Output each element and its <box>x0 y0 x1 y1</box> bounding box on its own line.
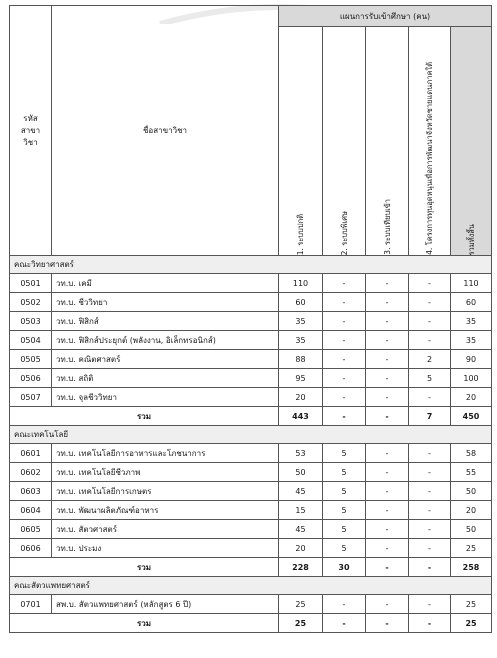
total-value: 228 <box>279 558 323 577</box>
table-row <box>10 539 492 558</box>
southern-project-column-header: 4. โครงการทุนอุดหนุนเพื่อการพัฒนาจังหวัดชายแดนภาคใต้ <box>409 27 451 256</box>
program-code: 0506 <box>10 369 52 388</box>
program-name: วท.บ. เทคโนโลยีชีวภาพ <box>52 463 279 482</box>
value-cell: 58 <box>451 444 492 463</box>
value-cell: - <box>366 312 409 331</box>
admission-plan-table <box>9 5 492 633</box>
total-value: - <box>409 558 451 577</box>
program-name: วท.บ. สัตวศาสตร์ <box>52 520 279 539</box>
plan-group-header: แผนการรับเข้าศึกษา (คน) <box>279 6 492 27</box>
name-column-header: ชื่อสาขาวิชา <box>52 6 279 256</box>
value-cell: 20 <box>279 539 323 558</box>
program-code: 0605 <box>10 520 52 539</box>
total-value: 25 <box>279 614 323 633</box>
value-cell: - <box>409 444 451 463</box>
program-code: 0507 <box>10 388 52 407</box>
value-cell: 60 <box>279 293 323 312</box>
table-row <box>10 312 492 331</box>
value-cell: - <box>409 482 451 501</box>
total-label: รวม <box>10 614 279 633</box>
table-row <box>10 293 492 312</box>
value-cell: - <box>409 520 451 539</box>
value-cell: 35 <box>279 312 323 331</box>
value-cell: 50 <box>451 482 492 501</box>
total-value: 25 <box>451 614 492 633</box>
value-cell: 5 <box>323 444 366 463</box>
faculty-total-row <box>10 614 492 633</box>
faculty-header-row <box>10 577 492 595</box>
value-cell: - <box>366 463 409 482</box>
value-cell: 100 <box>451 369 492 388</box>
total-value: - <box>323 614 366 633</box>
value-cell: - <box>366 331 409 350</box>
grand-total-column-header: รวมทั้งสิ้น <box>451 27 492 256</box>
value-cell: 45 <box>279 482 323 501</box>
program-code: 0504 <box>10 331 52 350</box>
value-cell: - <box>323 331 366 350</box>
table-row <box>10 274 492 293</box>
value-cell: 25 <box>279 595 323 614</box>
value-cell: - <box>366 539 409 558</box>
value-cell: - <box>366 482 409 501</box>
program-name: วท.บ. จุลชีววิทยา <box>52 388 279 407</box>
table-row <box>10 463 492 482</box>
table-row <box>10 520 492 539</box>
value-cell: - <box>366 501 409 520</box>
table-row <box>10 350 492 369</box>
value-cell: - <box>409 312 451 331</box>
program-name: วท.บ. ฟิสิกส์ <box>52 312 279 331</box>
value-cell: 50 <box>279 463 323 482</box>
table-row <box>10 595 492 614</box>
total-value: - <box>366 407 409 426</box>
value-cell: - <box>323 312 366 331</box>
value-cell: 5 <box>323 520 366 539</box>
program-name: วท.บ. เคมี <box>52 274 279 293</box>
value-cell: 95 <box>279 369 323 388</box>
program-code: 0602 <box>10 463 52 482</box>
value-cell: 25 <box>451 539 492 558</box>
value-cell: - <box>366 274 409 293</box>
program-code: 0502 <box>10 293 52 312</box>
program-name: วท.บ. ชีววิทยา <box>52 293 279 312</box>
value-cell: 55 <box>451 463 492 482</box>
total-label: รวม <box>10 558 279 577</box>
faculty-total-row <box>10 558 492 577</box>
value-cell: 35 <box>451 331 492 350</box>
table-row <box>10 501 492 520</box>
value-cell: 20 <box>451 388 492 407</box>
value-cell: - <box>366 350 409 369</box>
value-cell: - <box>323 388 366 407</box>
program-name: วท.บ. คณิตศาสตร์ <box>52 350 279 369</box>
program-name: วท.บ. เทคโนโลยีการเกษตร <box>52 482 279 501</box>
program-code: 0501 <box>10 274 52 293</box>
total-value: - <box>366 558 409 577</box>
value-cell: 35 <box>279 331 323 350</box>
value-cell: - <box>366 595 409 614</box>
value-cell: - <box>323 350 366 369</box>
value-cell: - <box>366 369 409 388</box>
table-row <box>10 388 492 407</box>
value-cell: 15 <box>279 501 323 520</box>
regular-column-header: 1. ระบบปกติ <box>279 27 323 256</box>
program-name: สพ.บ. สัตวแพทยศาสตร์ (หลักสูตร 6 ปี) <box>52 595 279 614</box>
value-cell: - <box>366 293 409 312</box>
total-value: - <box>323 407 366 426</box>
table-body <box>10 256 492 633</box>
special-column-header: 2. ระบบพิเศษ <box>323 27 366 256</box>
value-cell: 60 <box>451 293 492 312</box>
program-code: 0505 <box>10 350 52 369</box>
value-cell: 20 <box>279 388 323 407</box>
value-cell: 5 <box>323 463 366 482</box>
faculty-name: คณะเทคโนโลยี <box>10 426 492 444</box>
value-cell: - <box>409 388 451 407</box>
value-cell: - <box>366 444 409 463</box>
total-value: 7 <box>409 407 451 426</box>
faculty-header-row <box>10 256 492 274</box>
faculty-header-row <box>10 426 492 444</box>
value-cell: - <box>323 369 366 388</box>
value-cell: - <box>409 501 451 520</box>
value-cell: - <box>366 520 409 539</box>
program-code: 0606 <box>10 539 52 558</box>
value-cell: 110 <box>279 274 323 293</box>
program-code: 0603 <box>10 482 52 501</box>
value-cell: - <box>366 388 409 407</box>
value-cell: 110 <box>451 274 492 293</box>
total-value: 443 <box>279 407 323 426</box>
program-name: วท.บ. เทคโนโลยีการอาหารและโภชนาการ <box>52 444 279 463</box>
value-cell: 45 <box>279 520 323 539</box>
total-value: - <box>366 614 409 633</box>
value-cell: 5 <box>323 482 366 501</box>
value-cell: 2 <box>409 350 451 369</box>
value-cell: - <box>409 293 451 312</box>
value-cell: 53 <box>279 444 323 463</box>
value-cell: 88 <box>279 350 323 369</box>
program-name: วท.บ. ประมง <box>52 539 279 558</box>
value-cell: - <box>409 463 451 482</box>
value-cell: 50 <box>451 520 492 539</box>
transfer-column-header: 3. ระบบเทียบเข้า <box>366 27 409 256</box>
program-code: 0601 <box>10 444 52 463</box>
value-cell: - <box>323 595 366 614</box>
program-name: วท.บ. พัฒนาผลิตภัณฑ์อาหาร <box>52 501 279 520</box>
value-cell: 5 <box>409 369 451 388</box>
value-cell: 5 <box>323 539 366 558</box>
value-cell: 25 <box>451 595 492 614</box>
total-label: รวม <box>10 407 279 426</box>
faculty-total-row <box>10 407 492 426</box>
total-value: 258 <box>451 558 492 577</box>
program-name: วท.บ. ฟิสิกส์ประยุกต์ (พลังงาน, อิเล็กทรอนิกส์) <box>52 331 279 350</box>
table-row <box>10 369 492 388</box>
value-cell: 5 <box>323 501 366 520</box>
table-row <box>10 331 492 350</box>
faculty-name: คณะสัตวแพทยศาสตร์ <box>10 577 492 595</box>
table-row <box>10 482 492 501</box>
program-code: 0604 <box>10 501 52 520</box>
value-cell: - <box>409 331 451 350</box>
table-row <box>10 444 492 463</box>
total-value: - <box>409 614 451 633</box>
value-cell: 90 <box>451 350 492 369</box>
value-cell: - <box>323 274 366 293</box>
value-cell: 35 <box>451 312 492 331</box>
code-column-header: รหัส สาขา วิชา <box>10 6 52 256</box>
value-cell: - <box>409 274 451 293</box>
program-name: วท.บ. สถิติ <box>52 369 279 388</box>
value-cell: 20 <box>451 501 492 520</box>
program-code: 0503 <box>10 312 52 331</box>
faculty-name: คณะวิทยาศาสตร์ <box>10 256 492 274</box>
total-value: 450 <box>451 407 492 426</box>
total-value: 30 <box>323 558 366 577</box>
value-cell: - <box>323 293 366 312</box>
value-cell: - <box>409 539 451 558</box>
value-cell: - <box>409 595 451 614</box>
program-code: 0701 <box>10 595 52 614</box>
